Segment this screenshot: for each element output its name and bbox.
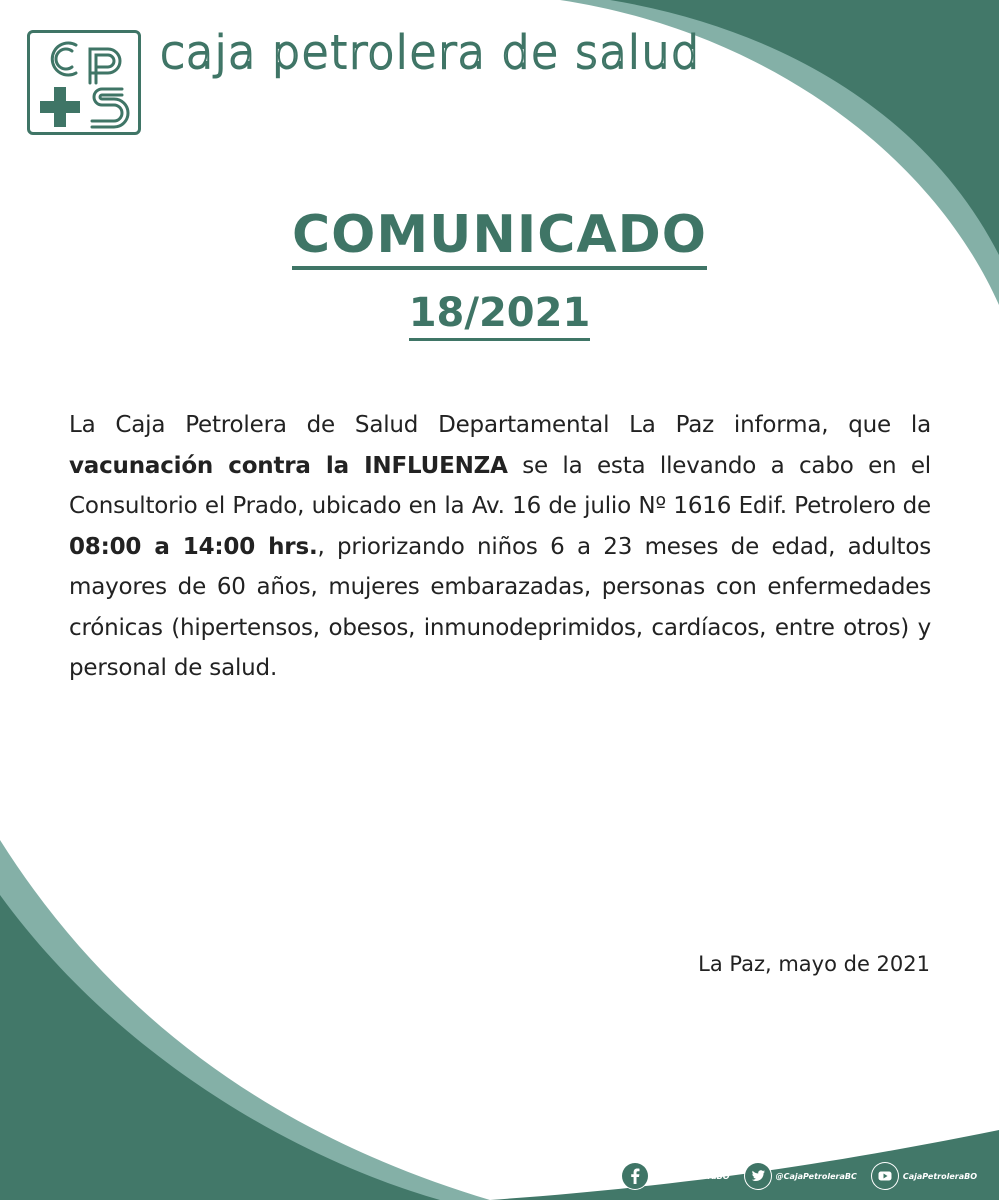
paragraph-text-1: La Caja Petrolera de Salud Departamental La Paz informa, que la xyxy=(69,412,931,438)
paragraph-bold-hours: 08:00 a 14:00 hrs. xyxy=(69,533,318,560)
announcement-paragraph xyxy=(69,405,931,689)
document-number-text: 18/2021 xyxy=(409,290,591,341)
paragraph-text-3: , priorizando niños 6 a 23 meses de edad, adultos mayores de 60 años, mujeres embarazadas, personas con enfermedades crónicas (hipertensos, obesos, inmunodeprimidos, cardíacos, entre otros) y personal de salud. xyxy=(69,533,931,681)
document-title xyxy=(0,205,999,265)
paragraph-bold-vaccination: vacunación contra la INFLUENZA xyxy=(69,452,508,479)
youtube-handle: CajaPetroleraBO xyxy=(902,1171,977,1181)
twitter-icon xyxy=(744,1162,772,1190)
document-number xyxy=(0,290,999,336)
social-youtube[interactable] xyxy=(871,1162,977,1190)
social-twitter[interactable] xyxy=(744,1162,857,1190)
facebook-icon xyxy=(621,1162,649,1190)
brand-name: caja petrolera de salud xyxy=(160,26,701,79)
facebook-handle: /CajaPetroleraBO xyxy=(652,1171,730,1181)
youtube-icon xyxy=(871,1162,899,1190)
paragraph-text-2: se la esta llevando a cabo en el Consultorio el Prado, ubicado en la Av. 16 de julio Nº 1616 Edif. Petrolero de xyxy=(69,452,932,519)
social-links xyxy=(621,1162,978,1190)
place-date: La Paz, mayo de 2021 xyxy=(698,952,930,976)
logo xyxy=(27,30,141,135)
social-facebook[interactable] xyxy=(621,1162,730,1190)
twitter-handle: @CajaPetroleraBC xyxy=(775,1171,857,1181)
document-title-text: COMUNICADO xyxy=(292,205,707,270)
logo-mark xyxy=(30,33,138,132)
